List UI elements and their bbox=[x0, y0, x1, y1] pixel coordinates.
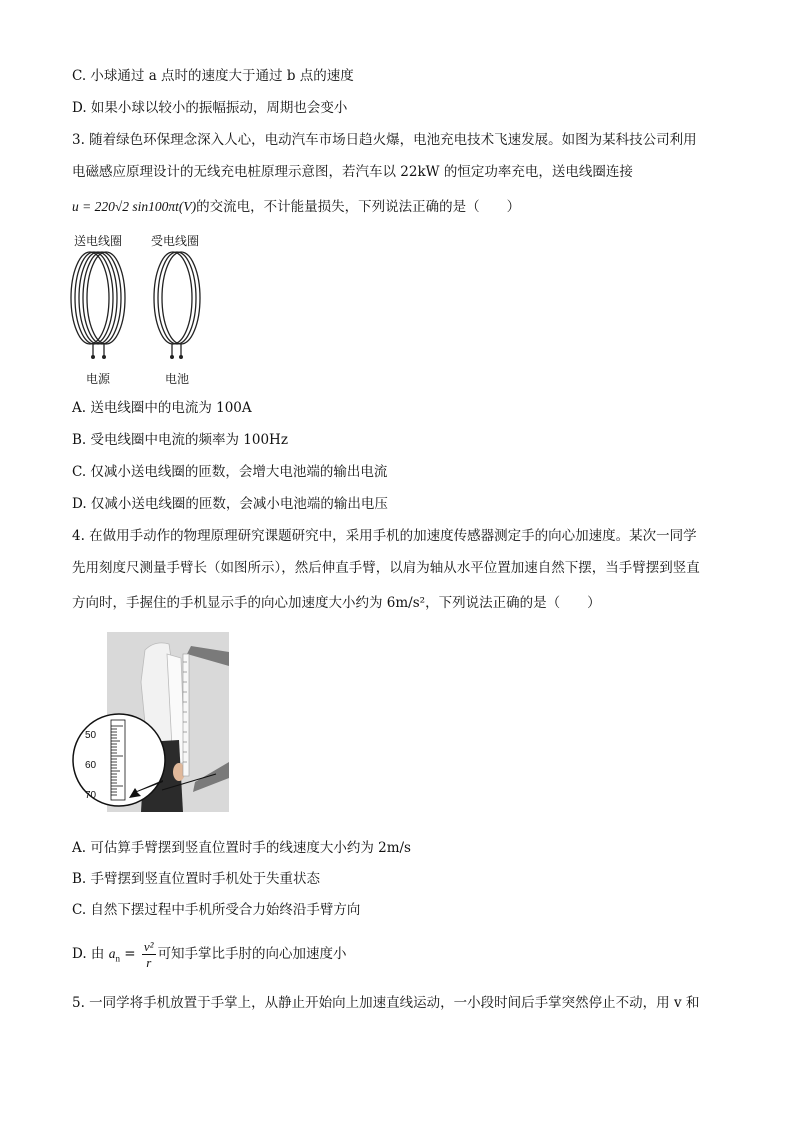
q4-option-c: C. 自然下摆过程中手机所受合力始终沿手臂方向 bbox=[72, 902, 361, 918]
q3-option-c: C. 仅减小送电线圈的匝数，会增大电池端的输出电流 bbox=[72, 464, 388, 480]
q3-stem-line3-text: 的交流电，不计能量损失，下列说法正确的是（ ） bbox=[196, 199, 521, 215]
ruler-tick-70: 70 bbox=[85, 790, 97, 801]
q3-stem-line2: 电磁感应原理设计的无线充电桩原理示意图，若汽车以 22kW 的恒定功率充电，送电线圈连接 bbox=[72, 164, 633, 180]
power-source-label: 电源 bbox=[86, 372, 111, 386]
q4-option-d: D. 由 $a_n$ = $\frac{\text{v²}}{r}$ 可知手掌比手肘的向心加速度小 bbox=[72, 939, 347, 970]
q4-option-d-prefix: D. 由 bbox=[72, 946, 105, 962]
coil-figure bbox=[68, 230, 218, 390]
receive-coil-icon bbox=[154, 252, 200, 344]
receive-coil-label: 受电线圈 bbox=[151, 234, 200, 248]
send-coil-icon bbox=[71, 252, 125, 344]
q3-option-d: D. 仅减小送电线圈的匝数，会减小电池端的输出电压 bbox=[72, 496, 388, 512]
q2-option-d: D. 如果小球以较小的振幅振动，周期也会变小 bbox=[72, 100, 348, 116]
formula-an-fraction: $\frac{\text{v²}}{r}$ bbox=[143, 939, 154, 970]
coils-drawing bbox=[68, 230, 218, 390]
q3-voltage-formula: u = 220√2 sin100πt(V) bbox=[72, 199, 197, 214]
q2-option-c: C. 小球通过 a 点时的速度大于通过 b 点的速度 bbox=[72, 68, 354, 84]
magnifier-drawing bbox=[71, 712, 167, 808]
q4-option-a: A. 可估算手臂摆到竖直位置时手的线速度大小约为 2m/s bbox=[72, 840, 411, 856]
formula-an-lhs: $a_n$ bbox=[108, 946, 120, 964]
q4-stem-line2: 先用刻度尺测量手臂长（如图所示），然后伸直手臂，以肩为轴从水平位置加速自然下摆，当手臂摆到竖直 bbox=[72, 560, 700, 576]
q4-option-d-text: 可知手掌比手肘的向心加速度小 bbox=[157, 946, 347, 962]
q4-stem-line1: 4. 在做用手动作的物理原理研究课题研究中，采用手机的加速度传感器测定手的向心加速度。某次一同学 bbox=[72, 528, 697, 544]
q4-option-b: B. 手臂摆到竖直位置时手机处于失重状态 bbox=[72, 871, 321, 887]
ruler-magnifier bbox=[71, 712, 167, 808]
q3-stem-line3 bbox=[72, 197, 520, 217]
magnifier-connector bbox=[160, 770, 220, 800]
q4-stem-line3: 方向时，手握住的手机显示手的向心加速度大小约为 6m/s²，下列说法正确的是（ ） bbox=[72, 595, 601, 611]
q3-stem-line1: 3. 随着绿色环保理念深入人心，电动汽车市场日趋火爆，电池充电技术飞速发展。如图为某科技公司利用 bbox=[72, 132, 697, 148]
ruler-tick-50: 50 bbox=[85, 730, 97, 741]
q5-stem-line1: 5. 一同学将手机放置于手掌上，从静止开始向上加速直线运动，一小段时间后手掌突然停止不动，用 v 和 bbox=[72, 995, 700, 1011]
send-coil-label: 送电线圈 bbox=[74, 234, 123, 248]
q3-option-a: A. 送电线圈中的电流为 100A bbox=[72, 400, 252, 416]
q3-option-b: B. 受电线圈中电流的频率为 100Hz bbox=[72, 432, 288, 448]
ruler-tick-60: 60 bbox=[85, 760, 97, 771]
battery-label: 电池 bbox=[165, 372, 190, 386]
